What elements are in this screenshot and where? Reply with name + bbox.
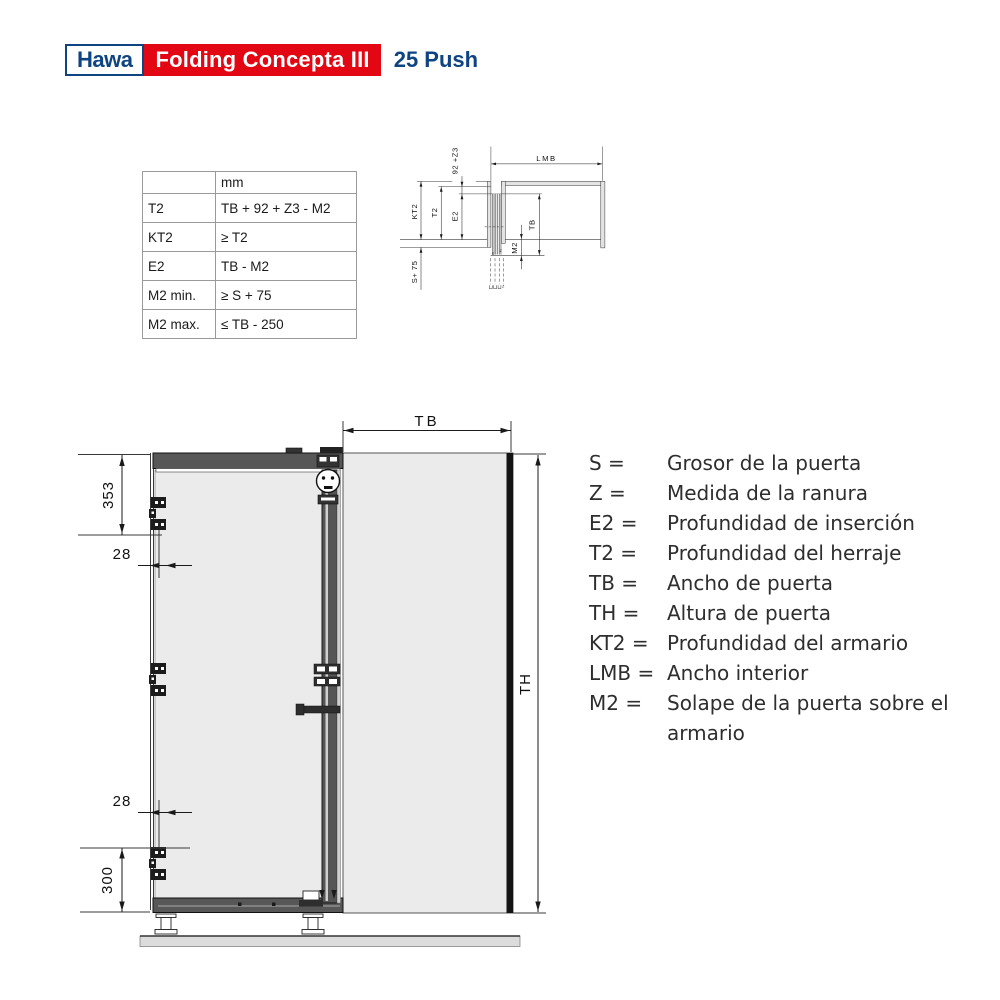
- dim-label-28-upper: 28: [112, 546, 132, 563]
- legend-key: KT2 =: [589, 631, 649, 655]
- plan-door-dashed-extension: [489, 258, 505, 288]
- param-cell: T2: [143, 194, 216, 223]
- legend-desc: Profundidad de inserción: [667, 511, 915, 535]
- dim-label-tb-section: TB: [414, 413, 440, 430]
- table-header-empty: [143, 172, 216, 194]
- formula-table: [142, 171, 357, 339]
- value-cell: ≤ TB - 250: [216, 310, 357, 339]
- plan-dimensions: [410, 147, 602, 290]
- legend-desc: Ancho de puerta: [667, 571, 833, 595]
- legend-key: T2 =: [589, 541, 638, 565]
- door-thickness-callout: S: [491, 252, 495, 257]
- dim-label-lmb: LMB: [536, 153, 557, 163]
- value-cell: TB + 92 + Z3 - M2: [216, 194, 357, 223]
- legend-desc: Altura de puerta: [667, 601, 831, 625]
- section-view-drawing: [70, 410, 560, 960]
- table-header-unit: mm: [216, 172, 357, 194]
- legend-key: Z =: [589, 481, 626, 505]
- legend-key: S =: [589, 451, 625, 475]
- table-row: [143, 310, 357, 339]
- legend-key: LMB =: [589, 661, 655, 685]
- section-open-door-panel: [340, 453, 513, 913]
- param-cell: M2 min.: [143, 281, 216, 310]
- legend-item: [589, 478, 957, 508]
- table-row: [143, 252, 357, 281]
- table-row: [143, 194, 357, 223]
- dim-label-m2: M2: [509, 242, 519, 254]
- value-cell: ≥ S + 75: [216, 281, 357, 310]
- legend-key: TB =: [589, 571, 639, 595]
- dim-label-t2: T2: [429, 207, 439, 218]
- param-cell: E2: [143, 252, 216, 281]
- dim-label-kt2: KT2: [409, 203, 419, 220]
- dim-label-300: 300: [99, 865, 116, 895]
- groove-callout-2: Z: [502, 284, 505, 289]
- legend-key: TH =: [589, 601, 640, 625]
- legend-desc: Medida de la ranura: [667, 481, 868, 505]
- value-cell: ≥ T2: [216, 223, 357, 252]
- param-cell: M2 max.: [143, 310, 216, 339]
- product-badge: [144, 44, 380, 76]
- plan-view-drawing: [400, 90, 820, 395]
- legend-item: [589, 658, 957, 688]
- table-row: [143, 281, 357, 310]
- legend-item: [589, 448, 957, 478]
- groove-callout: Z: [499, 248, 502, 253]
- section-top-carriage: [317, 455, 340, 504]
- legend-key: M2 =: [589, 691, 643, 715]
- legend-item: [589, 688, 957, 748]
- dim-label-s75: S+ 75: [409, 260, 419, 284]
- dim-label-e2: E2: [450, 210, 460, 222]
- section-levelling-feet: [155, 914, 324, 934]
- value-cell: TB - M2: [216, 252, 357, 281]
- table-row: [143, 223, 357, 252]
- plan-cabinet-walls: [487, 181, 605, 248]
- dim-label-28-lower: 28: [112, 793, 132, 810]
- table-header-row: [143, 172, 357, 194]
- header: [65, 44, 478, 76]
- legend: [589, 448, 957, 748]
- legend-item: [589, 538, 957, 568]
- legend-item: [589, 628, 957, 658]
- param-cell: KT2: [143, 223, 216, 252]
- brand-name: Hawa: [77, 47, 133, 72]
- legend-desc: Grosor de la puerta: [667, 451, 862, 475]
- dim-label-tb-plan: TB: [527, 219, 537, 231]
- legend-desc: Ancho interior: [667, 661, 809, 685]
- legend-key: E2 =: [589, 511, 638, 535]
- legend-item: [589, 568, 957, 598]
- dim-label-353: 353: [100, 480, 117, 510]
- legend-desc: Profundidad del herraje: [667, 541, 902, 565]
- legend-desc: Solape de la puerta sobre el armario: [667, 691, 949, 745]
- dim-label-92z3: 92 +Z3: [450, 147, 460, 175]
- brand-logo: [65, 44, 144, 76]
- variant-label: 25 Push: [393, 47, 479, 72]
- legend-item: [589, 598, 957, 628]
- legend-item: [589, 508, 957, 538]
- legend-desc: Profundidad del armario: [667, 631, 909, 655]
- product-name: Folding Concepta III: [155, 47, 370, 72]
- section-floor: [140, 936, 520, 947]
- dim-label-th: TH: [517, 673, 534, 695]
